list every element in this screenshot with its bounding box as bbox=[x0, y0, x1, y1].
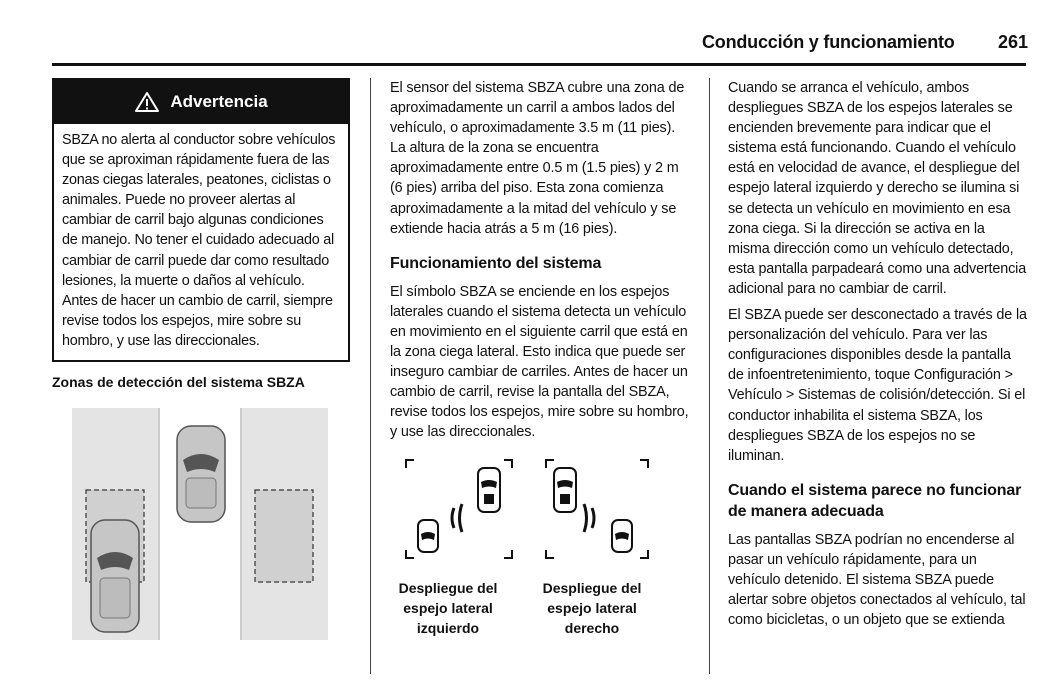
caption-left-mirror: Despliegue del espejo lateral izquierdo bbox=[398, 580, 498, 636]
warning-text: SBZA no alerta al conductor sobre vehículos que se aproximan rápidamente fuera de las zonas ciegas laterales, peatones, ciclistas o animales. Puede no proveer alertas al cambiar de carril bajo algunas condiciones de manejo. No tener el cuidado adecuado al cambiar de carril puede dar como resultado lesiones, la muerte o daños al vehículo. Antes de hacer un cambio de carril, siempre revise todos los espejos, mire sobre su hombro, y use las direccionales. bbox=[62, 132, 336, 349]
column-divider-2 bbox=[709, 78, 710, 674]
system-operation-heading: Funcionamiento del sistema bbox=[390, 254, 602, 272]
right-display-symbol bbox=[554, 468, 632, 552]
caption-right-mirror: Despliegue del espejo lateral derecho bbox=[542, 580, 642, 636]
figure-title: Zonas de detección del sistema SBZA bbox=[52, 374, 305, 390]
own-car bbox=[177, 426, 225, 522]
malfunction-heading: Cuando el sistema parece no funcionar de manera adecuada bbox=[728, 481, 1022, 520]
mirror-displays-illustration bbox=[400, 454, 656, 566]
page-number: 261 bbox=[998, 32, 1029, 52]
detected-car bbox=[91, 520, 139, 632]
header-rule bbox=[52, 63, 1026, 66]
warning-triangle-icon bbox=[134, 91, 160, 113]
warning-box bbox=[52, 78, 350, 362]
section-title: Conducción y funcionamiento bbox=[702, 32, 955, 52]
sensor-coverage-paragraph: El sensor del sistema SBZA cubre una zona de aproximadamente un carril a ambos lados del vehículo, o aproximadamente 3.5 m (11 pies). La altura de la zona se encuentra aproximadamente entre 0.5 m (1.5 pies) y 2 m (6 pies) arriba del piso. Esta zona comienza aproximadamente a la mitad del vehículo y se extiende hacia atrás a 5 m (16 pies). bbox=[390, 80, 685, 237]
warning-header bbox=[54, 80, 348, 124]
disable-paragraph: El SBZA puede ser desconectado a través de la personalización del vehículo. Para ver las configuraciones disponibles desde la pantalla de infoentretenimiento, toque Configuración > Vehículo > Sistemas de colisión/detección. Si el conductor inhabilita el sistema SBZA, los despliegues SBZA de los espejos no se iluminan. bbox=[728, 307, 1027, 464]
column-3 bbox=[728, 78, 1028, 636]
detection-zones-illustration bbox=[72, 408, 330, 640]
page-header bbox=[0, 30, 1054, 62]
warning-title: Advertencia bbox=[170, 92, 268, 111]
left-display-symbol bbox=[418, 468, 500, 552]
startup-paragraph: Cuando se arranca el vehículo, ambos despliegues SBZA de los espejos laterales se encienden brevemente para indicar que el sistema está funcionando. Cuando el vehículo está en velocidad de avance, el despliegue del espejo lateral izquierdo y derecho se ilumina si se detecta un vehículo en movimiento en esa zona ciega. Si la dirección se activa en la misma dirección como un vehículo detectado, esta pantalla parpadeará como una advertencia adicional para no cambiar de carril. bbox=[728, 80, 1027, 297]
right-detection-zone bbox=[255, 490, 313, 582]
column-2 bbox=[390, 78, 690, 449]
malfunction-paragraph: Las pantallas SBZA podrían no encenderse al pasar un vehículo rápidamente, para un vehículo detenido. El sistema SBZA puede alertar sobre objetos conectados al vehículo, tal como bicicletas, o un objeto que se extienda bbox=[728, 531, 1026, 629]
system-operation-paragraph: El símbolo SBZA se enciende en los espejos laterales cuando el sistema detecta un vehículo en movimiento en el siguiente carril que está en la zona ciega lateral. Esto indica que puede ser inseguro cambiar de carriles. Antes de hacer un cambio de carril, revise la pantalla del SBZA, revise todos los espejos, mire sobre su hombro, y use las direccionales. bbox=[390, 283, 689, 441]
column-divider-1 bbox=[370, 78, 371, 674]
